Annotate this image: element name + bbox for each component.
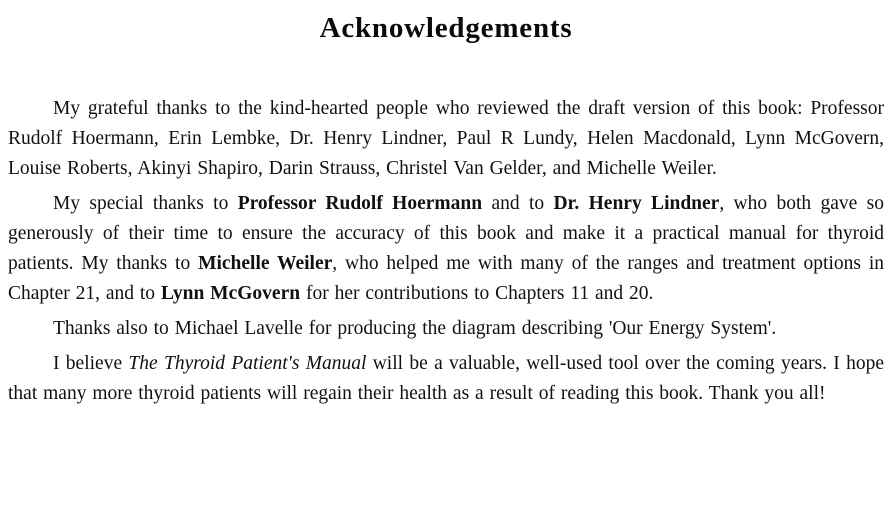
text-segment-bold: Michelle Weiler: [198, 253, 333, 274]
text-segment-normal: will be a valuable, well-used tool over the coming years. I hope that many more thyroid patients will regain their health as a result of reading this book. Thank you all!: [8, 353, 884, 404]
text-segment-normal: I believe: [53, 353, 129, 374]
paragraph: [8, 314, 884, 344]
text-segment-italic: The Thyroid Patient's Manual: [128, 353, 367, 374]
text-segment-bold: Lynn McGovern: [160, 283, 301, 304]
paragraph: [8, 189, 884, 309]
text-segment-normal: , who both gave so generously of their time to ensure the accuracy of this book and make it a practical manual for thyroid patients. My thanks to: [8, 193, 884, 274]
text-segment-normal: for her contributions to Chapters 11 and 20.: [300, 283, 654, 304]
paragraph: [8, 94, 884, 184]
text-segment-bold: Professor Rudolf Hoermann: [237, 193, 483, 214]
text-segment-bold: Dr. Henry Lindner: [553, 193, 720, 214]
page-title: Acknowledgements: [319, 12, 573, 44]
text-segment-normal: Thanks also to Michael Lavelle for producing the diagram describing 'Our Energy System'.: [53, 318, 777, 339]
paragraphs-container: [8, 94, 884, 409]
text-segment-normal: My special thanks to: [53, 193, 238, 214]
paragraph: [8, 349, 884, 409]
text-segment-normal: and to: [482, 193, 554, 214]
title-spacer: [8, 45, 884, 94]
text-segment-normal: , who helped me with many of the ranges and treatment options in Chapter 21, and to: [8, 253, 884, 304]
text-segment-normal: My grateful thanks to the kind-hearted people who reviewed the draft version of this book: Professor Rudolf Hoermann, Erin Lembke, Dr. Henry Lindner, Paul R Lundy, Helen Macdonald, Lynn McGovern, Louise Roberts, Akinyi Shapiro, Darin Strauss, Christel Van Gelder, and Michelle Weiler.: [8, 98, 884, 179]
